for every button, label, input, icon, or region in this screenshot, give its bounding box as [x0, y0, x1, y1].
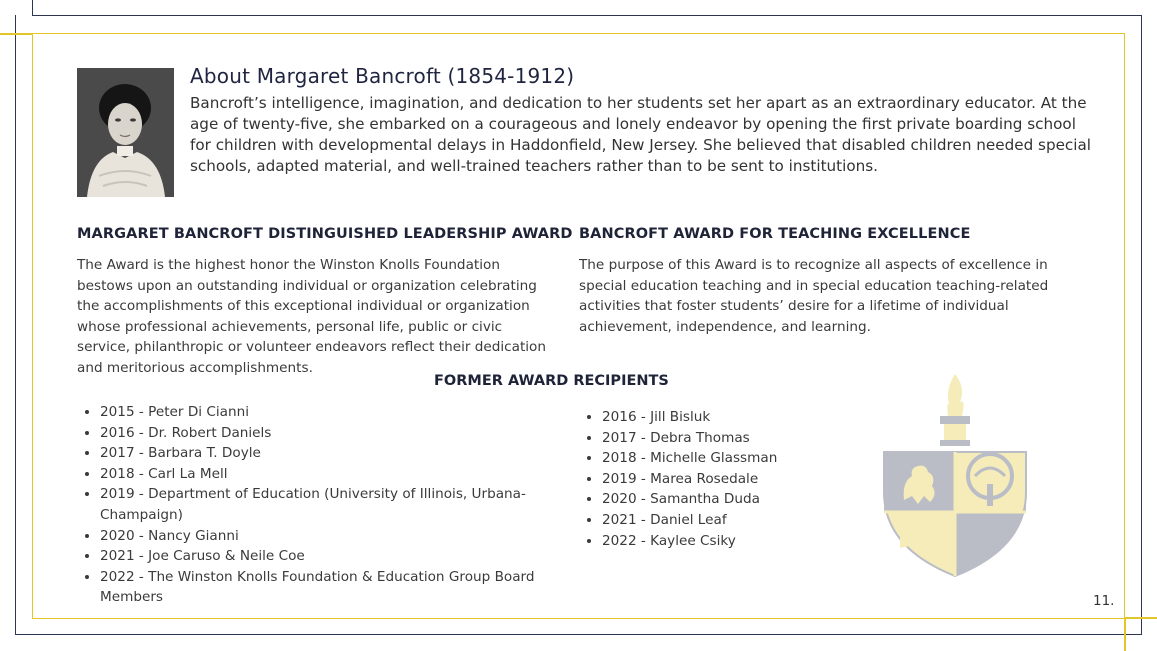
- teaching-award-body: The purpose of this Award is to recognize all aspects of excellence in special education teaching and in special education teaching-related activities that foster students’ desire for a lifetime of individual achievement, independence, and learning.: [579, 257, 1049, 335]
- page-border-navy-stub: [32, 0, 33, 15]
- list-item: • 2016 - Jill Bisluk: [602, 407, 862, 428]
- list-item: • 2017 - Barbara T. Doyle: [100, 443, 560, 464]
- list-item: • 2017 - Debra Thomas: [602, 428, 862, 449]
- leadership-award-body: The Award is the highest honor the Winston Knolls Foundation bestows upon an outstanding individual or organization celebrating the accomplishments of this exceptional individual or organization whose professional achievements, personal life, public or civic service, philanthropic or volunteer endeavors reflect their dedication and meritorious accomplishments.: [77, 257, 546, 376]
- page-border-gold-stub: [1124, 619, 1126, 651]
- school-crest-icon: [880, 372, 1030, 580]
- page-border-navy-top: [32, 15, 1142, 16]
- leadership-recipients-list: [77, 402, 560, 608]
- list-item: • 2019 - Department of Education (University of Illinois, Urbana-Champaign): [100, 484, 560, 525]
- list-item: • 2022 - Kaylee Csiky: [602, 531, 862, 552]
- about-title: About Margaret Bancroft (1854-1912): [190, 64, 575, 88]
- list-item: • 2015 - Peter Di Cianni: [100, 402, 560, 423]
- list-item: • 2020 - Samantha Duda: [602, 489, 862, 510]
- about-body: Bancroft’s intelligence, imagination, and dedication to her students set her apart as an extraordinary educator. At the age of twenty-five, she embarked on a courageous and lonely endeavor by opening the first private boarding school for children with developmental delays in Haddonfield, New Jersey. She believed that disabled children needed special schools, adapted material, and well-trained teachers rather than to be sent to institutions.: [190, 94, 1092, 175]
- former-recipients-heading: FORMER AWARD RECIPIENTS: [434, 373, 669, 389]
- page-number: 11.: [1093, 593, 1115, 609]
- portrait-photo-icon: [77, 68, 174, 197]
- leadership-award-heading: MARGARET BANCROFT DISTINGUISHED LEADERSHIP AWARD: [77, 226, 573, 242]
- list-item: • 2021 - Daniel Leaf: [602, 510, 862, 531]
- list-item: • 2018 - Michelle Glassman: [602, 448, 862, 469]
- page-border-gold-ext-left: [0, 33, 32, 35]
- list-item: • 2021 - Joe Caruso & Neile Coe: [100, 546, 560, 567]
- page-border-gold-ext-bottom: [1125, 617, 1157, 619]
- list-item: • 2018 - Carl La Mell: [100, 464, 560, 485]
- teaching-award-heading: BANCROFT AWARD FOR TEACHING EXCELLENCE: [579, 226, 971, 242]
- teaching-recipients-list: [579, 407, 862, 551]
- list-item: • 2016 - Dr. Robert Daniels: [100, 423, 560, 444]
- margaret-bancroft-portrait: [77, 68, 174, 197]
- list-item: • 2022 - The Winston Knolls Foundation & Education Group Board Members: [100, 567, 560, 608]
- list-item: • 2020 - Nancy Gianni: [100, 526, 560, 547]
- list-item: • 2019 - Marea Rosedale: [602, 469, 862, 490]
